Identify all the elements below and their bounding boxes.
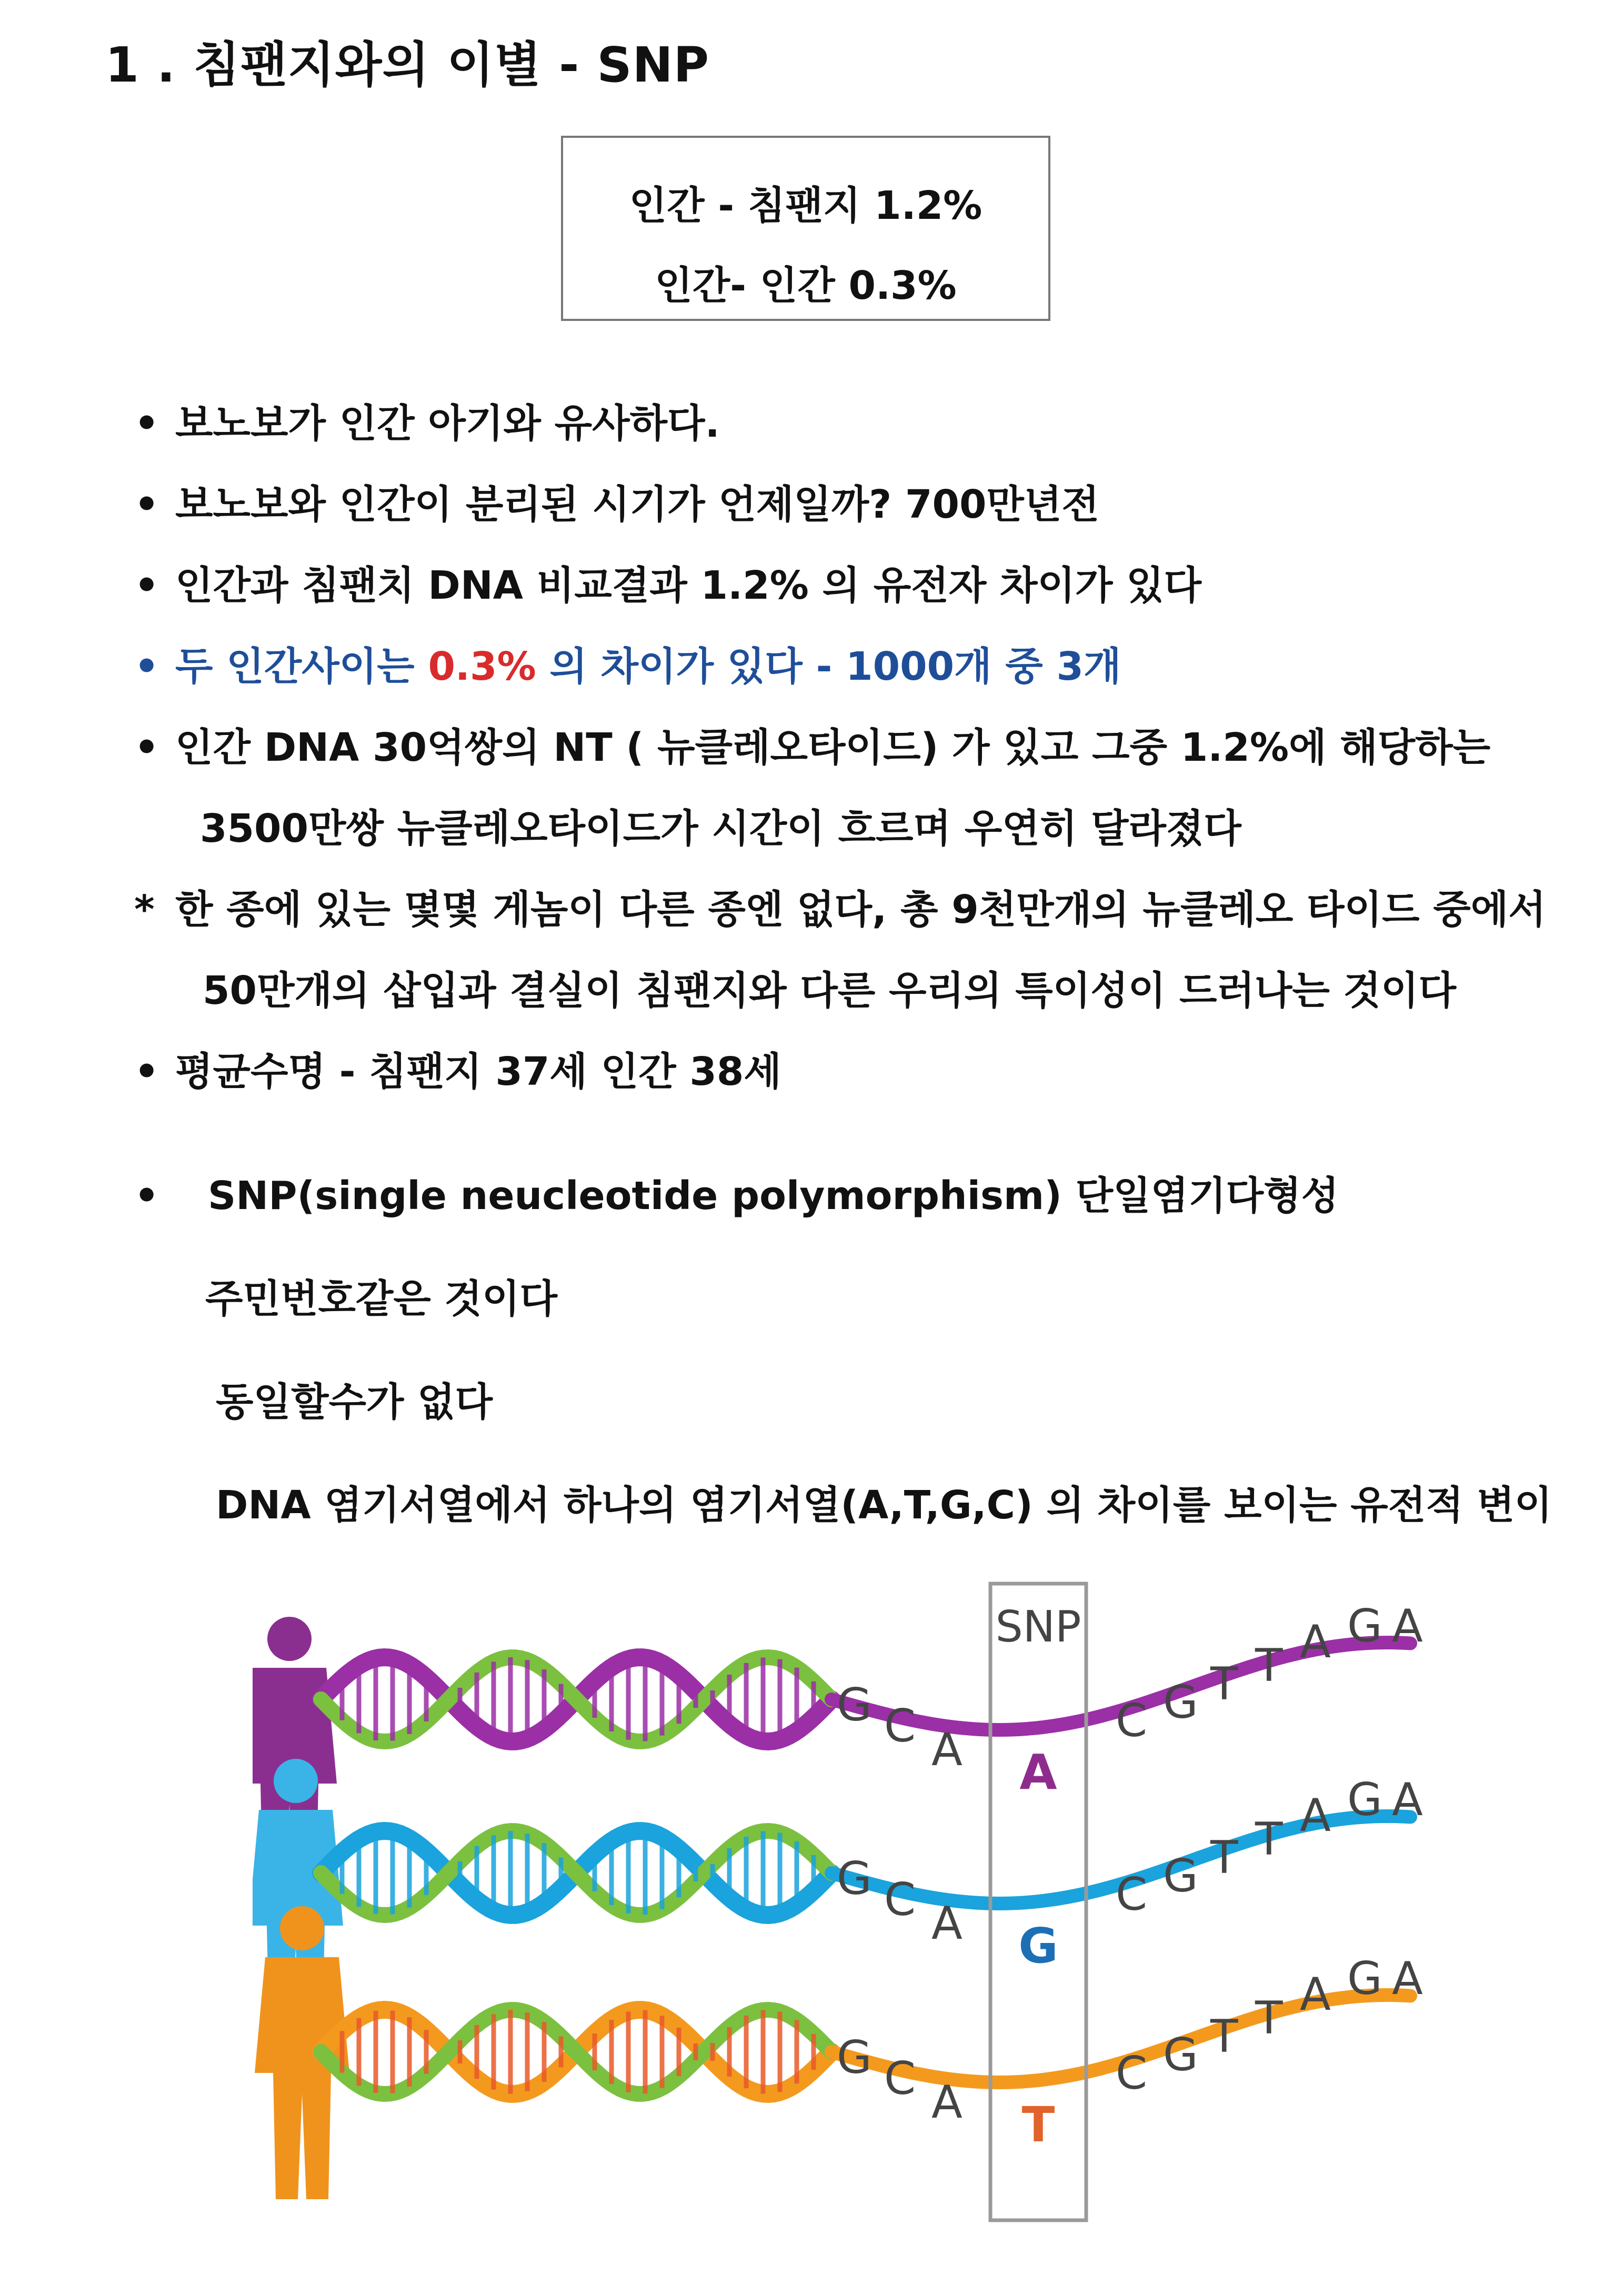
base-letter: T — [1255, 1992, 1283, 2045]
bullet-marker: • — [134, 482, 159, 527]
snp-illustration — [253, 1578, 1431, 2225]
base-letter: T — [1210, 2010, 1238, 2063]
base-letter: T — [1255, 1813, 1283, 1866]
snp-note-id-number: 주민번호같은 것이다 — [205, 1276, 558, 1322]
bullet-bonobo-baby — [134, 401, 720, 446]
bullet-marker: • — [134, 563, 159, 608]
base-letter: C — [1116, 1868, 1148, 1921]
snp-note-variation: DNA 염기서열에서 하나의 염기서열(A,T,G,C) 의 차이를 보이는 유전적 변이 — [216, 1483, 1552, 1528]
base-letter: G — [837, 1679, 872, 1731]
bullet-human-difference — [134, 644, 1121, 689]
snp-label: SNP — [995, 1602, 1081, 1652]
bullet-dna-comparison — [134, 563, 1202, 608]
base-letter: G — [837, 1852, 872, 1905]
base-letter: A — [1300, 1968, 1331, 2021]
snp-base-letter: A — [1019, 1744, 1057, 1800]
page-title: 1 . 침팬지와의 이별 - SNP — [105, 37, 710, 93]
base-letter: G — [1347, 1952, 1382, 2005]
bullet-marker: • — [134, 1049, 159, 1094]
base-letter: G — [1347, 1600, 1382, 1653]
bullet-text: 보노보와 인간이 분리된 시기가 언제일까? 700만년전 — [175, 482, 1099, 527]
highlight-percentage: 0.3% — [428, 644, 536, 689]
bullet-marker: • — [134, 401, 159, 446]
bullet-marker: • — [134, 1173, 159, 1219]
base-letter: G — [1347, 1774, 1382, 1826]
base-letter: G — [1163, 1850, 1198, 1902]
bullet-marker: • — [134, 644, 159, 689]
bullet-genome-difference — [134, 887, 1546, 932]
snp-base-letter: G — [1018, 1918, 1058, 1974]
comparison-line-chimp: 인간 - 침팬지 1.2% — [629, 183, 983, 228]
base-letter: G — [1163, 2029, 1198, 2081]
bullet-marker-star: * — [134, 887, 155, 932]
comparison-line-human: 인간- 인간 0.3% — [655, 263, 957, 308]
base-letter: A — [931, 1724, 963, 1776]
bullet-text-pre: 두 인간사이는 — [175, 644, 428, 689]
base-letter: A — [1300, 1789, 1331, 1842]
base-letter: T — [1255, 1639, 1283, 1692]
base-letter: A — [931, 1897, 963, 1950]
base-letter: A — [1392, 1774, 1423, 1826]
bullet-marker: • — [134, 725, 159, 770]
comparison-box — [561, 136, 1050, 321]
bullet-snp-definition — [134, 1173, 1339, 1219]
bullet-text-post: 의 차이가 있다 - 1000개 중 3개 — [536, 644, 1121, 689]
base-letter: C — [884, 1700, 916, 1753]
base-letter: C — [884, 1874, 916, 1926]
bullet-nucleotide-count — [134, 725, 1491, 770]
base-letter: A — [1300, 1616, 1331, 1668]
base-letter: A — [1392, 1600, 1423, 1653]
base-letter: C — [884, 2052, 916, 2105]
bullet-continuation: 50만개의 삽입과 결실이 침팬지와 다른 우리의 특이성이 드러나는 것이다 — [203, 968, 1457, 1013]
bullet-lifespan — [134, 1049, 781, 1094]
base-letter: T — [1210, 1658, 1238, 1710]
snp-base-letter: T — [1021, 2097, 1055, 2153]
bullet-text: 인간 DNA 30억쌍의 NT ( 뉴클레오타이드) 가 있고 그중 1.2%에 해당하는 — [175, 725, 1491, 770]
snp-diagram — [253, 1578, 1431, 2225]
base-letter: G — [837, 2031, 872, 2084]
bullet-text: 한 종에 있는 몇몇 게놈이 다른 종엔 없다, 총 9천만개의 뉴클레오 타이드 중에서 — [175, 887, 1546, 932]
bullet-text: 평균수명 - 침팬지 37세 인간 38세 — [175, 1049, 781, 1094]
base-letter: T — [1210, 1831, 1238, 1884]
base-letter: C — [1116, 2047, 1148, 2100]
bullet-continuation: 3500만쌍 뉴클레오타이드가 시간이 흐르며 우연히 달라졌다 — [200, 806, 1241, 851]
bullet-text: SNP(single neucleotide polymorphism) 단일염기다형성 — [208, 1173, 1339, 1219]
snp-note-unique: 동일할수가 없다 — [216, 1379, 493, 1425]
bullet-text: 인간과 침팬치 DNA 비교결과 1.2% 의 유전자 차이가 있다 — [175, 563, 1202, 608]
bullet-text: 보노보가 인간 아기와 유사하다. — [175, 401, 720, 446]
base-letter: C — [1116, 1695, 1148, 1747]
base-letter: G — [1163, 1676, 1198, 1729]
base-letter: A — [1392, 1952, 1423, 2005]
base-letter: A — [931, 2076, 963, 2129]
bullet-divergence-time — [134, 482, 1099, 527]
